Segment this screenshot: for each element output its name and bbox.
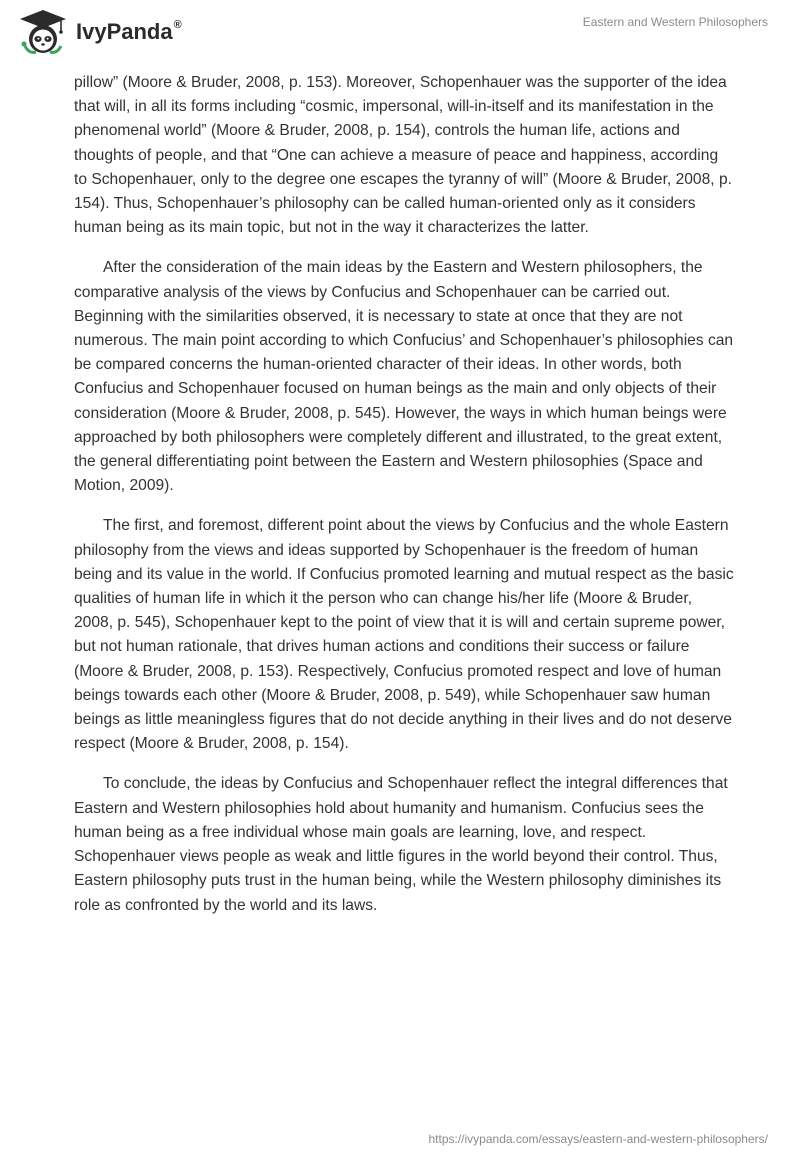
- paragraph-4: To conclude, the ideas by Confucius and Schopenhauer reflect the integral differences that Eastern and Western philosophies hold about humanity and humanism. Confucius sees the human being as a free individual whose main goals are learning, love, and respect. Schopenhauer views people as weak and little figures in the world beyond their control. Thus, Eastern philosophy puts trust in the human being, while the Western philosophy diminishes its role as confronted by the world and its laws.: [74, 775, 728, 914]
- paragraph-3: The first, and foremost, different point about the views by Confucius and the whole Eastern philosophy from the views and ideas supported by Schopenhauer is the freedom of human being and its value in the world. If Confucius promoted learning and mutual respect as the basic qualities of human life in which it the person who can change his/her life (Moore & Bruder, 2008, p. 545), Schopenhauer kept to the point of view that it is will and certain supreme power, but not human rationale, that drives human actions and conditions their success or failure (Moore & Bruder, 2008, p. 153). Respectively, Confucius promoted respect and love of human beings towards each other (Moore & Bruder, 2008, p. 549), while Schopenhauer saw human beings as little meaningless figures that do not decide anything in their lives and do not deserve respect (Moore & Bruder, 2008, p. 154).: [74, 517, 734, 753]
- brand-name: IvyPanda®: [76, 18, 182, 44]
- panda-graduate-icon: [16, 8, 70, 58]
- essay-body: [74, 71, 734, 934]
- paragraph-2: After the consideration of the main ideas by the Eastern and Western philosophers, the comparative analysis of the views by Confucius and Schopenhauer can be carried out. Beginning with the similarities observed, it is necessary to state at once that they are not numerous. The main point according to which Confucius’ and Schopenhauer’s philosophies can be compared concerns the human-oriented character of their ideas. In other words, both Confucius and Schopenhauer focused on human beings as the main and only objects of their consideration (Moore & Bruder, 2008, p. 545). However, the ways in which human beings were approached by both philosophers were completely different and illustrated, to the great extent, the general differentiating point between the Eastern and Western philosophies (Space and Motion, 2009).: [74, 259, 734, 495]
- paragraph-1: pillow” (Moore & Bruder, 2008, p. 153). Moreover, Schopenhauer was the supporter of the idea that will, in all its forms including “cosmic, impersonal, will-in-itself and its manifestation in the phenomenal world” (Moore & Bruder, 2008, p. 154), controls the human life, actions and thoughts of people, and that “One can achieve a measure of peace and happiness, according to Schopenhauer, only to the degree one escapes the tyranny of will” (Moore & Bruder, 2008, p. 154). Thus, Schopenhauer’s philosophy can be called human-oriented only as it considers human being as its main topic, but not in the way it characterizes the latter.: [74, 74, 732, 237]
- document-title: Eastern and Western Philosophers: [582, 15, 768, 29]
- brand-logo[interactable]: [16, 8, 182, 58]
- page-header: [0, 0, 800, 64]
- source-url[interactable]: https://ivypanda.com/essays/eastern-and-western-philosophers/: [428, 1132, 768, 1146]
